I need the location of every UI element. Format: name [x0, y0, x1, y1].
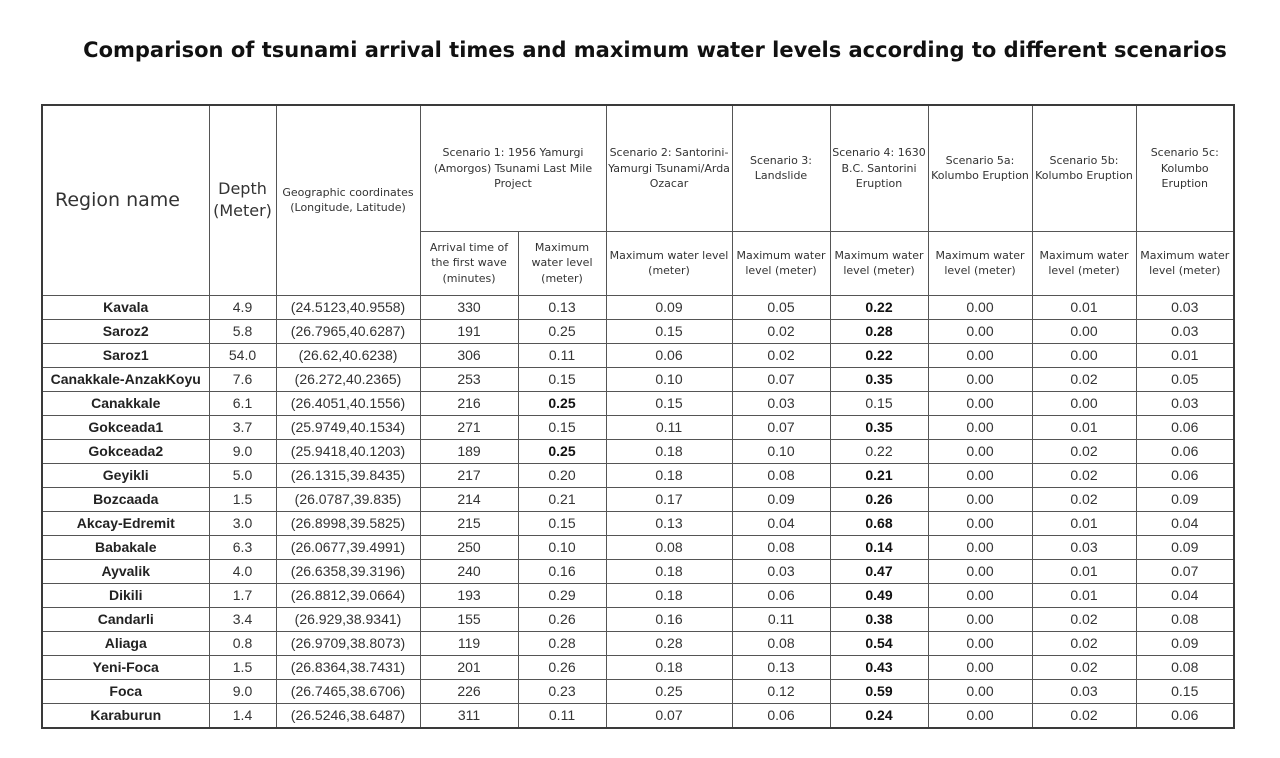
max-level-cell: 0.06	[1136, 415, 1234, 439]
coordinates-cell: (25.9749,40.1534)	[276, 415, 420, 439]
max-level-cell: 0.17	[606, 487, 732, 511]
coordinates-cell: (26.6358,39.3196)	[276, 559, 420, 583]
max-level-cell: 0.10	[732, 439, 830, 463]
depth-cell: 0.8	[209, 631, 276, 655]
max-level-cell: 0.06	[1136, 703, 1234, 728]
max-level-cell: 0.28	[830, 319, 928, 343]
max-level-cell: 0.00	[928, 343, 1032, 367]
max-level-cell: 0.09	[1136, 535, 1234, 559]
depth-cell: 6.3	[209, 535, 276, 559]
max-level-header: Maximum water level (meter)	[606, 231, 732, 295]
coordinates-cell: (26.929,38.9341)	[276, 607, 420, 631]
depth-cell: 3.7	[209, 415, 276, 439]
region-cell: Yeni-Foca	[42, 655, 209, 679]
scenario-5b-header: Scenario 5b: Kolumbo Eruption	[1032, 105, 1136, 231]
scenario-4-header: Scenario 4: 1630 B.C. Santorini Eruption	[830, 105, 928, 231]
max-level-header: Maximum water level (meter)	[928, 231, 1032, 295]
region-cell: Saroz2	[42, 319, 209, 343]
max-level-cell: 0.02	[1032, 463, 1136, 487]
max-level-header: Maximum water level (meter)	[518, 231, 606, 295]
depth-cell: 5.0	[209, 463, 276, 487]
max-level-cell: 0.24	[830, 703, 928, 728]
arrival-time-cell: 253	[420, 367, 518, 391]
coordinates-cell: (24.5123,40.9558)	[276, 295, 420, 319]
max-level-cell: 0.21	[830, 463, 928, 487]
max-level-cell: 0.08	[732, 463, 830, 487]
max-level-cell: 0.05	[1136, 367, 1234, 391]
coordinates-cell: (25.9418,40.1203)	[276, 439, 420, 463]
table-row	[42, 631, 1234, 655]
arrival-time-cell: 217	[420, 463, 518, 487]
max-level-cell: 0.14	[830, 535, 928, 559]
table-row	[42, 367, 1234, 391]
max-level-cell: 0.00	[928, 511, 1032, 535]
max-level-cell: 0.00	[1032, 343, 1136, 367]
max-level-cell: 0.47	[830, 559, 928, 583]
region-cell: Canakkale	[42, 391, 209, 415]
max-level-cell: 0.00	[928, 439, 1032, 463]
arrival-time-cell: 215	[420, 511, 518, 535]
max-level-cell: 0.08	[732, 535, 830, 559]
max-level-cell: 0.00	[928, 295, 1032, 319]
region-cell: Gokceada1	[42, 415, 209, 439]
max-level-cell: 0.18	[606, 439, 732, 463]
arrival-time-cell: 193	[420, 583, 518, 607]
max-level-cell: 0.11	[518, 703, 606, 728]
max-level-header: Maximum water level (meter)	[732, 231, 830, 295]
depth-cell: 3.0	[209, 511, 276, 535]
region-cell: Dikili	[42, 583, 209, 607]
depth-cell: 1.5	[209, 655, 276, 679]
max-level-cell: 0.02	[1032, 439, 1136, 463]
region-cell: Saroz1	[42, 343, 209, 367]
coordinates-cell: (26.8998,39.5825)	[276, 511, 420, 535]
depth-cell: 1.7	[209, 583, 276, 607]
max-level-cell: 0.00	[928, 535, 1032, 559]
arrival-time-cell: 189	[420, 439, 518, 463]
coordinates-header: Geographic coordinates (Longitude, Latitude)	[276, 105, 420, 295]
table-row	[42, 439, 1234, 463]
arrival-time-cell: 119	[420, 631, 518, 655]
max-level-cell: 0.21	[518, 487, 606, 511]
max-level-cell: 0.00	[1032, 391, 1136, 415]
max-level-cell: 0.28	[606, 631, 732, 655]
region-cell: Foca	[42, 679, 209, 703]
region-cell: Gokceada2	[42, 439, 209, 463]
region-cell: Canakkale-AnzakKoyu	[42, 367, 209, 391]
max-level-cell: 0.01	[1032, 511, 1136, 535]
scenario-1-header: Scenario 1: 1956 Yamurgi (Amorgos) Tsunami Last Mile Project	[420, 105, 606, 231]
coordinates-cell: (26.8364,38.7431)	[276, 655, 420, 679]
max-level-cell: 0.01	[1032, 559, 1136, 583]
max-level-cell: 0.35	[830, 367, 928, 391]
max-level-cell: 0.22	[830, 439, 928, 463]
max-level-cell: 0.04	[1136, 511, 1234, 535]
max-level-cell: 0.01	[1032, 415, 1136, 439]
max-level-cell: 0.13	[732, 655, 830, 679]
arrival-time-cell: 311	[420, 703, 518, 728]
max-level-cell: 0.68	[830, 511, 928, 535]
max-level-cell: 0.00	[928, 583, 1032, 607]
max-level-cell: 0.03	[1136, 319, 1234, 343]
table-row	[42, 391, 1234, 415]
region-cell: Geyikli	[42, 463, 209, 487]
max-level-cell: 0.20	[518, 463, 606, 487]
max-level-cell: 0.15	[830, 391, 928, 415]
table-row	[42, 487, 1234, 511]
region-cell: Aliaga	[42, 631, 209, 655]
max-level-cell: 0.01	[1032, 295, 1136, 319]
region-cell: Babakale	[42, 535, 209, 559]
max-level-cell: 0.09	[1136, 631, 1234, 655]
max-level-cell: 0.00	[928, 319, 1032, 343]
max-level-cell: 0.00	[928, 679, 1032, 703]
max-level-cell: 0.02	[732, 343, 830, 367]
table-row	[42, 511, 1234, 535]
depth-cell: 3.4	[209, 607, 276, 631]
table-row	[42, 703, 1234, 728]
max-level-cell: 0.00	[928, 655, 1032, 679]
max-level-cell: 0.26	[518, 607, 606, 631]
max-level-cell: 0.08	[732, 631, 830, 655]
header-row-scenarios	[42, 105, 1234, 231]
table-row	[42, 607, 1234, 631]
max-level-cell: 0.59	[830, 679, 928, 703]
coordinates-cell: (26.0787,39.835)	[276, 487, 420, 511]
max-level-cell: 0.25	[518, 439, 606, 463]
max-level-cell: 0.06	[606, 343, 732, 367]
max-level-cell: 0.09	[1136, 487, 1234, 511]
arrival-time-cell: 216	[420, 391, 518, 415]
coordinates-cell: (26.4051,40.1556)	[276, 391, 420, 415]
max-level-cell: 0.22	[830, 343, 928, 367]
coordinates-cell: (26.7965,40.6287)	[276, 319, 420, 343]
table-row	[42, 559, 1234, 583]
max-level-cell: 0.26	[518, 655, 606, 679]
max-level-cell: 0.28	[518, 631, 606, 655]
coordinates-cell: (26.1315,39.8435)	[276, 463, 420, 487]
coordinates-cell: (26.272,40.2365)	[276, 367, 420, 391]
max-level-cell: 0.10	[606, 367, 732, 391]
max-level-cell: 0.43	[830, 655, 928, 679]
max-level-header: Maximum water level (meter)	[1136, 231, 1234, 295]
region-cell: Karaburun	[42, 703, 209, 728]
region-cell: Kavala	[42, 295, 209, 319]
max-level-cell: 0.02	[1032, 631, 1136, 655]
table-row	[42, 583, 1234, 607]
depth-cell: 9.0	[209, 679, 276, 703]
max-level-cell: 0.06	[1136, 439, 1234, 463]
table-row	[42, 679, 1234, 703]
arrival-time-cell: 306	[420, 343, 518, 367]
max-level-cell: 0.07	[732, 367, 830, 391]
max-level-cell: 0.35	[830, 415, 928, 439]
region-header: Region name	[42, 105, 209, 295]
max-level-cell: 0.23	[518, 679, 606, 703]
depth-cell: 1.5	[209, 487, 276, 511]
max-level-header: Maximum water level (meter)	[1032, 231, 1136, 295]
max-level-cell: 0.18	[606, 655, 732, 679]
depth-cell: 5.8	[209, 319, 276, 343]
max-level-cell: 0.16	[606, 607, 732, 631]
arrival-time-cell: 330	[420, 295, 518, 319]
max-level-cell: 0.09	[732, 487, 830, 511]
max-level-cell: 0.02	[1032, 607, 1136, 631]
arrival-time-cell: 271	[420, 415, 518, 439]
table-row	[42, 295, 1234, 319]
max-level-cell: 0.08	[1136, 655, 1234, 679]
coordinates-cell: (26.7465,38.6706)	[276, 679, 420, 703]
max-level-cell: 0.02	[1032, 367, 1136, 391]
max-level-cell: 0.00	[928, 463, 1032, 487]
max-level-cell: 0.00	[928, 631, 1032, 655]
max-level-cell: 0.13	[518, 295, 606, 319]
table-row	[42, 343, 1234, 367]
max-level-cell: 0.03	[1136, 391, 1234, 415]
table-row	[42, 655, 1234, 679]
max-level-cell: 0.00	[928, 367, 1032, 391]
coordinates-cell: (26.62,40.6238)	[276, 343, 420, 367]
max-level-cell: 0.15	[606, 391, 732, 415]
max-level-cell: 0.03	[1032, 679, 1136, 703]
depth-cell: 6.1	[209, 391, 276, 415]
arrival-time-cell: 155	[420, 607, 518, 631]
max-level-cell: 0.07	[1136, 559, 1234, 583]
depth-cell: 1.4	[209, 703, 276, 728]
max-level-cell: 0.11	[732, 607, 830, 631]
region-cell: Akcay-Edremit	[42, 511, 209, 535]
arrival-time-cell: 240	[420, 559, 518, 583]
max-level-cell: 0.10	[518, 535, 606, 559]
arrival-time-cell: 191	[420, 319, 518, 343]
arrival-time-cell: 201	[420, 655, 518, 679]
tsunami-comparison-table	[41, 104, 1235, 729]
scenario-5c-header: Scenario 5c: Kolumbo Eruption	[1136, 105, 1234, 231]
max-level-cell: 0.03	[732, 391, 830, 415]
max-level-cell: 0.00	[928, 559, 1032, 583]
max-level-cell: 0.15	[606, 319, 732, 343]
region-cell: Ayvalik	[42, 559, 209, 583]
max-level-cell: 0.38	[830, 607, 928, 631]
max-level-cell: 0.54	[830, 631, 928, 655]
max-level-cell: 0.06	[732, 583, 830, 607]
max-level-cell: 0.06	[1136, 463, 1234, 487]
arrival-time-cell: 250	[420, 535, 518, 559]
max-level-cell: 0.18	[606, 559, 732, 583]
page-title: Comparison of tsunami arrival times and maximum water levels according to different scenarios	[83, 38, 1227, 62]
table-body	[42, 295, 1234, 728]
max-level-cell: 0.00	[928, 415, 1032, 439]
max-level-cell: 0.00	[928, 391, 1032, 415]
max-level-cell: 0.15	[518, 367, 606, 391]
max-level-cell: 0.15	[1136, 679, 1234, 703]
max-level-cell: 0.05	[732, 295, 830, 319]
table-row	[42, 415, 1234, 439]
max-level-cell: 0.00	[928, 607, 1032, 631]
max-level-cell: 0.01	[1032, 583, 1136, 607]
max-level-cell: 0.08	[606, 535, 732, 559]
coordinates-cell: (26.5246,38.6487)	[276, 703, 420, 728]
max-level-cell: 0.25	[518, 319, 606, 343]
max-level-cell: 0.04	[1136, 583, 1234, 607]
max-level-cell: 0.07	[732, 415, 830, 439]
max-level-cell: 0.00	[928, 487, 1032, 511]
region-cell: Bozcaada	[42, 487, 209, 511]
coordinates-cell: (26.8812,39.0664)	[276, 583, 420, 607]
table-row	[42, 319, 1234, 343]
scenario-3-header: Scenario 3: Landslide	[732, 105, 830, 231]
max-level-cell: 0.00	[1032, 319, 1136, 343]
max-level-cell: 0.26	[830, 487, 928, 511]
max-level-cell: 0.03	[732, 559, 830, 583]
max-level-cell: 0.02	[1032, 655, 1136, 679]
depth-cell: 4.9	[209, 295, 276, 319]
max-level-cell: 0.18	[606, 463, 732, 487]
depth-cell: 7.6	[209, 367, 276, 391]
max-level-cell: 0.06	[732, 703, 830, 728]
max-level-cell: 0.49	[830, 583, 928, 607]
max-level-cell: 0.07	[606, 703, 732, 728]
max-level-cell: 0.02	[1032, 487, 1136, 511]
table-row	[42, 535, 1234, 559]
depth-cell: 54.0	[209, 343, 276, 367]
max-level-cell: 0.11	[606, 415, 732, 439]
arrival-time-cell: 214	[420, 487, 518, 511]
arrival-time-cell: 226	[420, 679, 518, 703]
depth-cell: 4.0	[209, 559, 276, 583]
max-level-cell: 0.22	[830, 295, 928, 319]
max-level-header: Maximum water level (meter)	[830, 231, 928, 295]
max-level-cell: 0.25	[606, 679, 732, 703]
max-level-cell: 0.16	[518, 559, 606, 583]
scenario-5a-header: Scenario 5a: Kolumbo Eruption	[928, 105, 1032, 231]
max-level-cell: 0.25	[518, 391, 606, 415]
max-level-cell: 0.00	[928, 703, 1032, 728]
coordinates-cell: (26.0677,39.4991)	[276, 535, 420, 559]
max-level-cell: 0.12	[732, 679, 830, 703]
max-level-cell: 0.18	[606, 583, 732, 607]
region-cell: Candarli	[42, 607, 209, 631]
max-level-cell: 0.01	[1136, 343, 1234, 367]
max-level-cell: 0.15	[518, 415, 606, 439]
coordinates-cell: (26.9709,38.8073)	[276, 631, 420, 655]
max-level-cell: 0.29	[518, 583, 606, 607]
max-level-cell: 0.11	[518, 343, 606, 367]
max-level-cell: 0.04	[732, 511, 830, 535]
max-level-cell: 0.02	[1032, 703, 1136, 728]
max-level-cell: 0.13	[606, 511, 732, 535]
max-level-cell: 0.15	[518, 511, 606, 535]
max-level-cell: 0.08	[1136, 607, 1234, 631]
depth-header: Depth (Meter)	[209, 105, 276, 295]
max-level-cell: 0.09	[606, 295, 732, 319]
arrival-time-header: Arrival time of the first wave (minutes)	[420, 231, 518, 295]
scenario-2-header: Scenario 2: Santorini-Yamurgi Tsunami/Arda Ozacar	[606, 105, 732, 231]
max-level-cell: 0.02	[732, 319, 830, 343]
max-level-cell: 0.03	[1136, 295, 1234, 319]
table-row	[42, 463, 1234, 487]
max-level-cell: 0.03	[1032, 535, 1136, 559]
depth-cell: 9.0	[209, 439, 276, 463]
